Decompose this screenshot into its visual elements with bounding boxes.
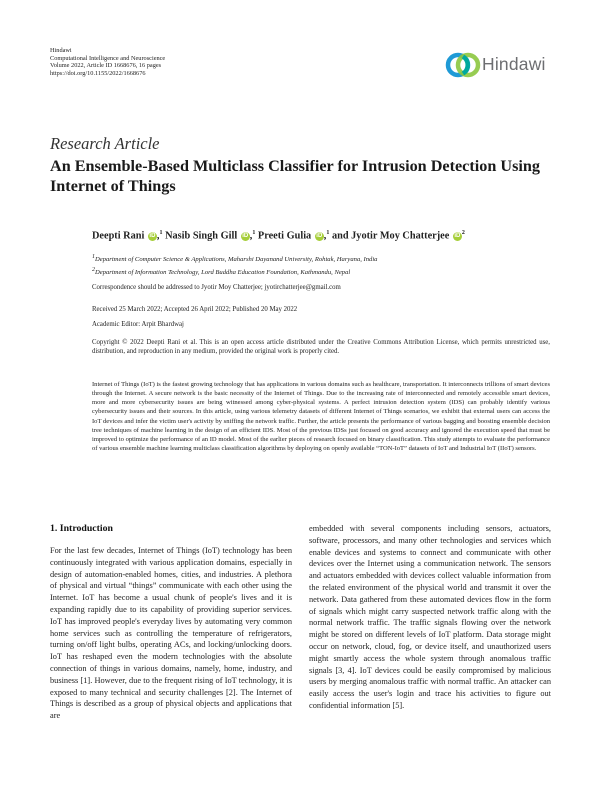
article-type: Research Article: [50, 134, 160, 153]
journal-name: Computational Intelligence and Neuroscience: [50, 54, 166, 62]
page-title: An Ensemble-Based Multiclass Classifier for Intrusion Detection Using Internet of Things: [50, 157, 540, 195]
section-heading: 1. Introduction: [50, 523, 113, 534]
hindawi-logo-icon: [445, 47, 481, 83]
orcid-icon[interactable]: iD: [316, 233, 323, 240]
hindawi-logo: [445, 47, 555, 85]
orcid-icon[interactable]: iD: [242, 233, 249, 240]
journal-header: [50, 47, 165, 77]
correspondence: Correspondence should be addressed to Jyotir Moy Chatterjee; jyotirchatterjee@gmail.com: [92, 284, 341, 291]
publisher-name: Hindawi: [50, 47, 72, 54]
body-column-left: For the last few decades, Internet of Things (IoT) technology has been continuously integrated with various application domains, especially in design of automation-enabled homes, cities, and industries. A plethora of physical and virtual “things” communicate with each other using the Internet. IoT has become a usual chunk of people's lives and it is expanding rapidly due to its capability of providing superior services. IoT has improved people's everyday lives by automating very common home services such as controlling the temperature of refrigerators, turning on/off light bulbs, operating ACs, and locking/unlocking doors. IoT has reshaped even the modern technologies with the absolute connection of things in various domains, namely, home, industry, and business [1]. However, due to the frequent rising of IoT technology, it is exposed to many technical and security challenges [2]. The Internet of Things is described as a group of physical objects and applications that are: [50, 546, 292, 721]
author-and: and: [331, 230, 349, 242]
author-name: Deepti Rani: [92, 230, 145, 242]
body-column-right: embedded with several components including sensors, actuators, software, processors, and many other technologies and services which enable devices and systems to connect and communicate with other devices over the Internet using a communication network. The sensors and actuators embedded with devices collect valuable information from the related environment of the physical world and transmit it over the network. Data gathered from these automated devices flow in the form of signals which might carry suspected network traffic along with the normal network traffic. The traffic signals flowing over the network might be stored on different levels of IoT platform. Data storage might occur on network, cloud, fog, or device itself, and unauthorized users might smartly access the whole system through anomalous traffic signals [3, 4]. IoT devices could be easily compromised by malicious users by merging anomalous traffic with normal traffic. An attacker can easily access the user's login and trace his activities to figure out confidential information [5].: [309, 524, 551, 710]
article-dates: Received 25 March 2022; Accepted 26 April 2022; Published 20 May 2022: [92, 306, 298, 313]
affiliation-item: $^1$Department of Computer Science & Applications, Maharshi Dayanand University, Rohtak, Haryana, India: [92, 254, 378, 264]
logo-text: Hindawi: [482, 54, 546, 74]
copyright-notice: Copyright © 2022 Deepti Rani et al. This is an open access article distributed under the Creative Commons Attribution License, which permits unrestricted use, distribution, and reproduction in any medium, provided the original work is properly cited.: [92, 339, 550, 356]
affiliations: [92, 252, 377, 278]
academic-editor: Academic Editor: Arpit Bhardwaj: [92, 321, 184, 328]
author-name: Preeti Gulia: [257, 230, 312, 242]
author-name: Nasib Singh Gill: [165, 230, 238, 242]
author-list: Deepti Rani iD ,$^1$ Nasib Singh Gill iD ,$^1$ Preeti Gulia iD ,$^1$ and Jyotir Moy Chatterjee $iD^2$: [92, 230, 465, 242]
affiliation-item: $^2$Department of Information Technology, Lord Buddha Education Foundation, Kathmandu, Nepal: [92, 267, 351, 277]
author-name: Jyotir Moy Chatterjee: [351, 230, 450, 242]
journal-volume: Volume 2022, Article ID 1668676, 16 pages: [50, 62, 162, 70]
abstract: Internet of Things (IoT) is the fastest growing technology that has applications in various domains such as healthcare, transportation. It interconnects trillions of smart devices through the Internet. A secure network is the basic necessity of the Internet of Things. Due to the increasing rate of interconnected and remotely accessible smart devices, more and more cybersecurity issues are being witnessed among cyber-physical systems. A perfect intrusion detection system (IDS) can probably identify various cybersecurity issues and their sources. In this article, using various telemetry datasets of different Internet of Things scenarios, we exhibit that external users can access the IoT devices and infer the victim user's activity by sniffing the network traffic. Further, the article presents the performance of various bagging and boosting ensemble decision tree techniques of machine learning in the design of an efficient IDS. Most of the previous IDSs just focused on good accuracy and ignored the execution speed that must be improved to optimize the performance of an ID model. Most of the earlier pieces of research focused on binary classification. This study attempts to evaluate the performance of various ensemble machine learning multiclass classification algorithms by deploying on openly available “TON-IoT” datasets of IoT and Industrial IoT (IIoT) sensors.: [92, 381, 550, 453]
orcid-icon[interactable]: iD: [454, 233, 461, 240]
orcid-icon[interactable]: iD: [149, 233, 156, 240]
journal-doi[interactable]: https://doi.org/10.1155/2022/1668676: [50, 69, 146, 77]
